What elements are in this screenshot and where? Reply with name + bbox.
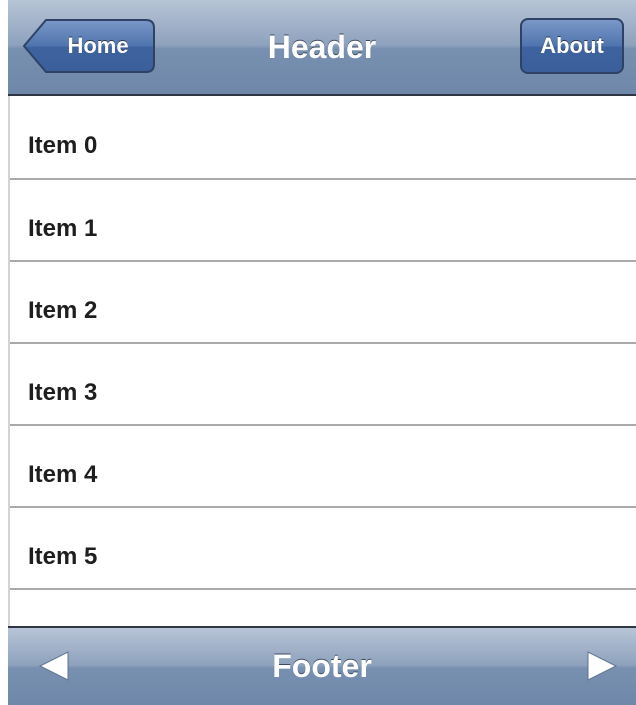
header-title: Header	[267, 29, 377, 65]
list-item[interactable]	[10, 590, 636, 626]
footer-bar	[8, 626, 636, 705]
home-back-button[interactable]	[22, 18, 156, 74]
right-arrow-icon[interactable]	[580, 646, 620, 686]
about-button[interactable]: About	[520, 18, 624, 74]
list-item[interactable]: Item 3	[10, 344, 636, 426]
list-item[interactable]: Item 2	[10, 262, 636, 344]
header-bar	[8, 0, 636, 96]
home-button-label: Home	[67, 33, 129, 58]
list-item[interactable]: Item 1	[10, 180, 636, 262]
list-item[interactable]: Item 0	[10, 96, 636, 180]
list-item[interactable]: Item 4	[10, 426, 636, 508]
list-item[interactable]: Item 5	[10, 508, 636, 590]
app-screen	[8, 0, 636, 705]
item-list	[8, 96, 636, 626]
footer-title: Footer	[272, 648, 372, 684]
